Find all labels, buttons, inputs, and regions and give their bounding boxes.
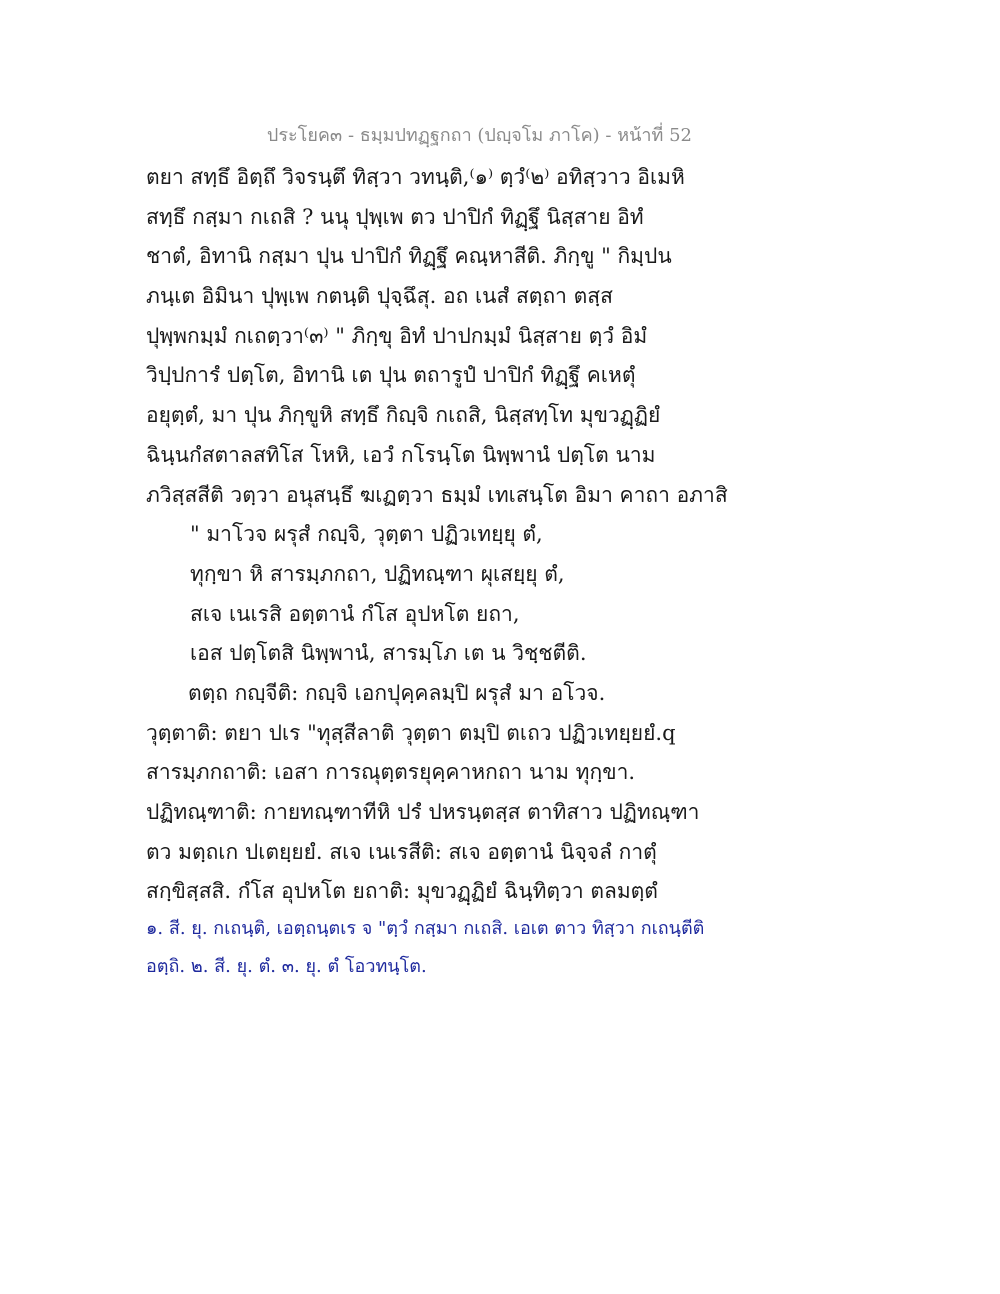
footnote-line: ๑. สี. ยุ. กเถนฺติ, เอตฺถนฺตเร จ "ตฺวํ กสฺมา กเถสิ. เอเต ตาว ทิสฺวา กเถนฺตีติ <box>146 918 705 939</box>
verse-line: เอส ปตฺโตสิ นิพฺพานํ, สารมฺโภ เต น วิชฺชตีติ. <box>190 641 587 666</box>
body-line: ภวิสฺสสีติ วตฺวา อนุสนฺธึ ฆเฏตฺวา ธมฺมํ เทเสนฺโต อิมา คาถา อภาสิ <box>146 482 728 507</box>
running-header: ประโยค๓ - ธมฺมปทฏฺฐกถา (ปญฺจโม ภาโค) - หน้าที่ 52 <box>266 125 692 146</box>
footnote-line: อตฺถิ. ๒. สี. ยุ. ตํ. ๓. ยุ. ตํ โอวทนฺโต. <box>146 956 427 977</box>
body-line: วิปฺปการํ ปตฺโต, อิทานิ เต ปุน ตถารูปํ ปาปิกํ ทิฏฺฐึ คเหตุํ <box>146 363 636 388</box>
commentary-line: ตว มตฺถเก ปเตยฺยยํ. สเจ เนเรสีติ: สเจ อตฺตานํ นิจฺจลํ กาตุํ <box>146 839 657 864</box>
body-line: ตยา สทฺธึ อิตฺถึ วิจรนฺตึ ทิสฺวา วทนฺติ,⁽๑⁾ ตฺวํ⁽๒⁾ อทิสฺวาว อิเมหิ <box>146 165 685 189</box>
commentary-line: ปฏิทณฺฑาติ: กายทณฺฑาทีหิ ปรํ ปหรนฺตสฺส ตาทิสาว ปฏิทณฺฑา <box>146 800 700 824</box>
body-line: ปุพฺพกมฺมํ กเถตฺวา⁽๓⁾ " ภิกฺขุ อิทํ ปาปกมฺมํ นิสฺสาย ตฺวํ อิมํ <box>146 323 648 348</box>
commentary-line: สารมฺภกถาติ: เอสา การณุตฺตรยุคฺคาหกถา นาม ทุกฺขา. <box>146 760 636 785</box>
main-text <box>146 158 728 912</box>
verse-line: สเจ เนเรสิ อตฺตานํ กํโส อุปหโต ยถา, <box>190 601 520 626</box>
body-line: ภนฺเต อิมินา ปุพฺเพ กตนฺติ ปุจฺฉึสุ. อถ เนสํ สตฺถา ตสฺส <box>146 284 613 309</box>
verse-line: " มาโวจ ผรุสํ กญฺจิ, วุตฺตา ปฏิวเทยฺยุ ตํ, <box>190 522 543 547</box>
body-line: อยุตฺตํ, มา ปุน ภิกฺขูหิ สทฺธึ กิญฺจิ กเถสิ, นิสฺสทฺโท มุขวฏฺฏิยํ <box>146 403 661 428</box>
footnotes <box>146 910 706 986</box>
body-line: ชาตํ, อิทานิ กสฺมา ปุน ปาปิกํ ทิฏฺฐึ คณฺหาสีติ. ภิกฺขู " กิมฺปน <box>146 244 672 269</box>
commentary-line: สกฺขิสฺสสิ. กํโส อุปหโต ยถาติ: มุขวฏฺฏิยํ ฉินฺทิตฺวา ตลมตฺตํ <box>146 879 658 904</box>
commentary-line: วุตฺตาติ: ตยา ปเร "ทุสฺสีลาติ วุตฺตา ตมฺปิ ตเถว ปฏิวเทยฺยยํ.q <box>146 720 676 745</box>
body-line: ฉินฺนกํสตาลสทิโส โหหิ, เอวํ กโรนฺโต นิพฺพานํ ปตฺโต นาม <box>146 442 656 467</box>
commentary-line: ตตฺถ กญฺจีติ: กญฺจิ เอกปุคฺคลมฺปิ ผรุสํ มา อโวจ. <box>188 680 606 705</box>
body-line: สทฺธึ กสฺมา กเถสิ ? นนุ ปุพฺเพ ตว ปาปิกํ ทิฏฺฐึ นิสฺสาย อิทํ <box>146 204 644 229</box>
verse-line: ทุกฺขา หิ สารมฺภกถา, ปฏิทณฺฑา ผุเสยฺยุ ตํ, <box>190 561 565 586</box>
